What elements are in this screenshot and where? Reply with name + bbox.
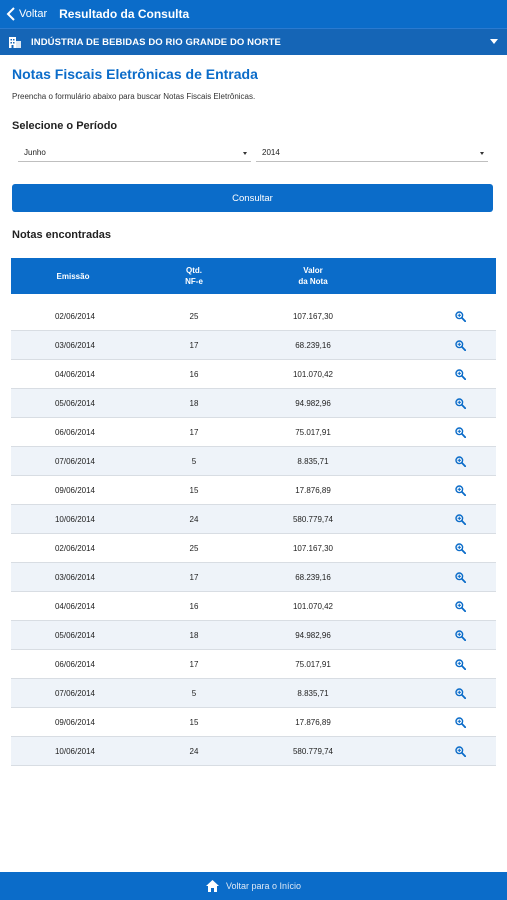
consultar-button[interactable]: Consultar (12, 184, 493, 212)
table-row (11, 418, 496, 447)
table-row (11, 534, 496, 563)
results-heading: Notas encontradas (12, 229, 112, 241)
cell-qtd: 17 (189, 428, 199, 437)
cell-emissao: 07/06/2014 (54, 457, 96, 466)
zoom-in-icon[interactable] (455, 572, 466, 583)
zoom-in-icon[interactable] (455, 456, 466, 467)
zoom-in-icon[interactable] (455, 427, 466, 438)
zoom-in-icon[interactable] (455, 688, 466, 699)
chevron-left-icon (6, 7, 16, 21)
cell-qtd: 25 (189, 312, 199, 321)
zoom-in-icon[interactable] (455, 340, 466, 351)
cell-valor: 94.982,96 (295, 399, 331, 408)
cell-emissao: 05/06/2014 (54, 399, 96, 408)
zoom-in-icon[interactable] (455, 543, 466, 554)
company-selector[interactable] (0, 28, 507, 55)
column-header-qtd-line2: NF-e (185, 277, 203, 286)
cell-qtd: 16 (189, 602, 199, 611)
column-header-qtd-line1: Qtd. (186, 266, 202, 275)
back-to-home-label: Voltar para o Início (225, 881, 302, 891)
company-name: INDÚSTRIA DE BEBIDAS DO RIO GRANDE DO NORTE (31, 36, 281, 48)
section-heading: Notas Fiscais Eletrônicas de Entrada (12, 66, 258, 82)
building-icon (9, 36, 21, 48)
cell-valor: 68.239,16 (295, 573, 331, 582)
cell-qtd: 24 (189, 747, 199, 756)
table-row (11, 679, 496, 708)
cell-emissao: 10/06/2014 (54, 747, 96, 756)
cell-emissao: 03/06/2014 (54, 573, 96, 582)
cell-valor: 94.982,96 (295, 631, 331, 640)
back-button[interactable] (0, 0, 47, 28)
cell-qtd: 16 (189, 370, 199, 379)
table-row (11, 331, 496, 360)
cell-valor: 580.779,74 (292, 515, 334, 524)
cell-valor: 17.876,89 (295, 718, 331, 727)
cell-emissao: 09/06/2014 (54, 718, 96, 727)
top-app-bar (0, 0, 507, 28)
back-to-home-button[interactable] (0, 872, 507, 900)
cell-qtd: 18 (189, 631, 199, 640)
cell-emissao: 05/06/2014 (54, 631, 96, 640)
column-header-valor-line1: Valor (303, 266, 323, 275)
cell-qtd: 15 (189, 718, 199, 727)
cell-valor: 8.835,71 (297, 457, 329, 466)
zoom-in-icon[interactable] (455, 485, 466, 496)
caret-down-icon (480, 152, 484, 155)
caret-down-icon (490, 39, 498, 44)
table-row (11, 476, 496, 505)
month-select[interactable] (18, 145, 251, 162)
zoom-in-icon[interactable] (455, 717, 466, 728)
zoom-in-icon[interactable] (455, 630, 466, 641)
cell-qtd: 24 (189, 515, 199, 524)
year-select[interactable] (256, 145, 488, 162)
cell-emissao: 10/06/2014 (54, 515, 96, 524)
period-label: Selecione o Período (12, 120, 118, 132)
zoom-in-icon[interactable] (455, 659, 466, 670)
home-icon (206, 880, 219, 892)
table-row (11, 737, 496, 766)
table-row (11, 505, 496, 534)
zoom-in-icon[interactable] (455, 369, 466, 380)
caret-down-icon (243, 152, 247, 155)
table-row (11, 389, 496, 418)
column-header-qtd (166, 265, 222, 287)
cell-qtd: 25 (189, 544, 199, 553)
table-row (11, 708, 496, 737)
cell-emissao: 04/06/2014 (54, 370, 96, 379)
cell-qtd: 17 (189, 341, 199, 350)
zoom-in-icon[interactable] (455, 514, 466, 525)
cell-qtd: 17 (189, 660, 199, 669)
table-body (11, 302, 496, 766)
page-title: Resultado da Consulta (59, 7, 190, 21)
table-row (11, 563, 496, 592)
cell-emissao: 02/06/2014 (54, 312, 96, 321)
cell-emissao: 07/06/2014 (54, 689, 96, 698)
table-row (11, 302, 496, 331)
column-header-emissao: Emissão (56, 272, 90, 281)
cell-valor: 75.017,91 (295, 660, 331, 669)
cell-emissao: 09/06/2014 (54, 486, 96, 495)
cell-valor: 101.070,42 (292, 370, 334, 379)
column-header-valor-line2: da Nota (298, 277, 328, 286)
cell-emissao: 02/06/2014 (54, 544, 96, 553)
table-spacer (11, 294, 496, 302)
zoom-in-icon[interactable] (455, 311, 466, 322)
table-row (11, 360, 496, 389)
cell-qtd: 5 (191, 457, 197, 466)
cell-qtd: 18 (189, 399, 199, 408)
cell-valor: 107.167,30 (292, 312, 334, 321)
zoom-in-icon[interactable] (455, 601, 466, 612)
cell-qtd: 17 (189, 573, 199, 582)
cell-valor: 68.239,16 (295, 341, 331, 350)
table-row (11, 447, 496, 476)
table-row (11, 592, 496, 621)
table-row (11, 621, 496, 650)
cell-qtd: 5 (191, 689, 197, 698)
cell-valor: 107.167,30 (292, 544, 334, 553)
table-header (11, 258, 496, 294)
cell-emissao: 04/06/2014 (54, 602, 96, 611)
cell-valor: 8.835,71 (297, 689, 329, 698)
year-value: 2014 (262, 148, 280, 157)
cell-emissao: 03/06/2014 (54, 341, 96, 350)
cell-emissao: 06/06/2014 (54, 660, 96, 669)
cell-qtd: 15 (189, 486, 199, 495)
results-table (11, 258, 496, 766)
month-value: Junho (24, 148, 46, 157)
table-row (11, 650, 496, 679)
cell-valor: 17.876,89 (295, 486, 331, 495)
cell-valor: 75.017,91 (295, 428, 331, 437)
cell-emissao: 06/06/2014 (54, 428, 96, 437)
back-label: Voltar (19, 8, 48, 20)
form-instructions: Preencha o formulário abaixo para buscar Notas Fiscais Eletrônicas. (12, 92, 256, 101)
column-header-valor (281, 265, 345, 287)
cell-valor: 101.070,42 (292, 602, 334, 611)
cell-valor: 580.779,74 (292, 747, 334, 756)
zoom-in-icon[interactable] (455, 746, 466, 757)
zoom-in-icon[interactable] (455, 398, 466, 409)
